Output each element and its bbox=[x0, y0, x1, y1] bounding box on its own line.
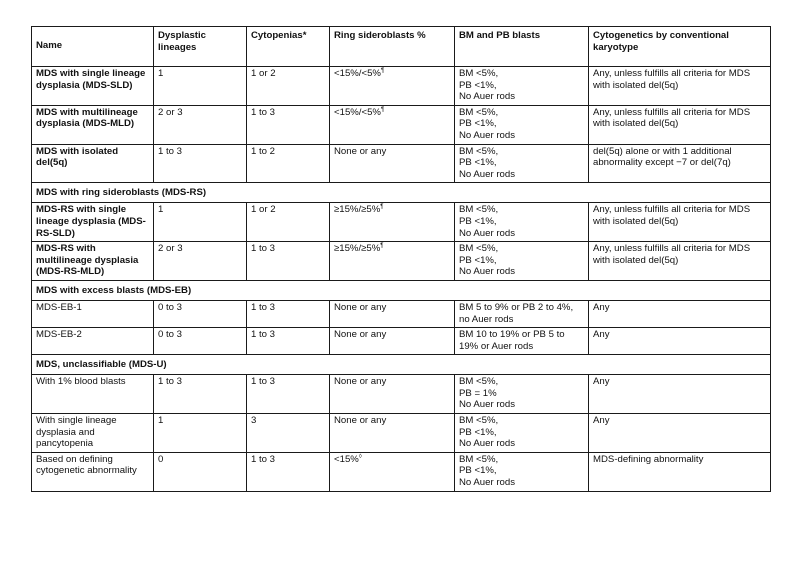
cell-bm-pb-blasts: BM <5%, PB <1%, No Auer rods bbox=[455, 144, 589, 183]
cell-bm-pb-blasts: BM <5%, PB <1%, No Auer rods bbox=[455, 105, 589, 144]
cell-bm-pb-blasts: BM <5%, PB <1%, No Auer rods bbox=[455, 414, 589, 453]
section-row bbox=[32, 183, 771, 203]
cell-name: MDS with single lineage dysplasia (MDS-SLD) bbox=[32, 67, 154, 106]
cell-ring-sideroblasts bbox=[330, 328, 455, 355]
cell-bm-pb-blasts: BM <5%, PB = 1% No Auer rods bbox=[455, 375, 589, 414]
header-bm-pb-blasts: BM and PB blasts bbox=[455, 27, 589, 67]
ring-sideroblasts-value: None or any bbox=[334, 145, 387, 157]
ring-sideroblasts-value: ≥15%/≥5% bbox=[334, 204, 381, 216]
cell-name: With single lineage dysplasia and pancytopenia bbox=[32, 414, 154, 453]
ring-sideroblasts-value: <15% bbox=[334, 453, 359, 465]
cell-dysplastic-lineages: 1 to 3 bbox=[154, 375, 247, 414]
cell-cytogenetics: Any, unless fulfills all criteria for MDS with isolated del(5q) bbox=[589, 242, 771, 281]
cell-ring-sideroblasts bbox=[330, 375, 455, 414]
ring-sideroblasts-value: None or any bbox=[334, 301, 387, 313]
cell-ring-sideroblasts bbox=[330, 67, 455, 106]
cell-cytopenias: 1 to 3 bbox=[247, 105, 330, 144]
cell-bm-pb-blasts: BM <5%, PB <1%, No Auer rods bbox=[455, 203, 589, 242]
cell-dysplastic-lineages: 1 bbox=[154, 203, 247, 242]
cell-bm-pb-blasts: BM 5 to 9% or PB 2 to 4%, no Auer rods bbox=[455, 300, 589, 327]
cell-cytopenias: 1 to 3 bbox=[247, 452, 330, 491]
table-row bbox=[32, 414, 771, 453]
cell-ring-sideroblasts bbox=[330, 414, 455, 453]
cell-dysplastic-lineages: 1 bbox=[154, 67, 247, 106]
cell-name: MDS-EB-1 bbox=[32, 300, 154, 327]
header-name: Name bbox=[32, 27, 154, 67]
cell-cytopenias: 1 to 3 bbox=[247, 375, 330, 414]
header-cytogenetics: Cytogenetics by conventional karyotype bbox=[589, 27, 771, 67]
cell-cytogenetics: Any bbox=[589, 375, 771, 414]
cell-cytopenias: 1 to 3 bbox=[247, 328, 330, 355]
cell-cytogenetics: Any bbox=[589, 300, 771, 327]
cell-dysplastic-lineages: 0 bbox=[154, 452, 247, 491]
cell-bm-pb-blasts: BM <5%, PB <1%, No Auer rods bbox=[455, 67, 589, 106]
header-ring-sideroblasts: Ring sideroblasts % bbox=[330, 27, 455, 67]
cell-cytogenetics: Any bbox=[589, 414, 771, 453]
cell-name: MDS-EB-2 bbox=[32, 328, 154, 355]
cell-cytogenetics: Any, unless fulfills all criteria for MDS with isolated del(5q) bbox=[589, 67, 771, 106]
section-title: MDS with ring sideroblasts (MDS-RS) bbox=[32, 183, 771, 203]
cell-ring-sideroblasts bbox=[330, 300, 455, 327]
cell-cytogenetics: del(5q) alone or with 1 additional abnormality except −7 or del(7q) bbox=[589, 144, 771, 183]
cell-cytopenias: 1 to 3 bbox=[247, 300, 330, 327]
cell-bm-pb-blasts: BM <5%, PB <1%, No Auer rods bbox=[455, 452, 589, 491]
table-row bbox=[32, 375, 771, 414]
cell-dysplastic-lineages: 0 to 3 bbox=[154, 300, 247, 327]
cell-cytogenetics: Any bbox=[589, 328, 771, 355]
section-title: MDS with excess blasts (MDS-EB) bbox=[32, 280, 771, 300]
mds-classification-table bbox=[31, 26, 771, 492]
section-row bbox=[32, 355, 771, 375]
cell-name: MDS-RS with single lineage dysplasia (MDS-RS-SLD) bbox=[32, 203, 154, 242]
table-row bbox=[32, 203, 771, 242]
table-row bbox=[32, 67, 771, 106]
cell-ring-sideroblasts bbox=[330, 105, 455, 144]
cell-name: MDS with isolated del(5q) bbox=[32, 144, 154, 183]
footnote-marker: ¶ bbox=[380, 68, 385, 74]
footnote-marker: ¶ bbox=[380, 204, 384, 211]
cell-bm-pb-blasts: BM 10 to 19% or PB 5 to 19% or Auer rods bbox=[455, 328, 589, 355]
cell-name: MDS with multilineage dysplasia (MDS-MLD) bbox=[32, 105, 154, 144]
cell-name: Based on defining cytogenetic abnormality bbox=[32, 452, 154, 491]
ring-sideroblasts-value: None or any bbox=[334, 415, 387, 427]
ring-sideroblasts-value: ≥15%/≥5% bbox=[334, 243, 381, 255]
table-row bbox=[32, 300, 771, 327]
table-row bbox=[32, 144, 771, 183]
footnote-marker: ◊ bbox=[358, 453, 362, 460]
table-header-row bbox=[32, 27, 771, 67]
cell-name: MDS-RS with multilineage dysplasia (MDS-RS-MLD) bbox=[32, 242, 154, 281]
table-row bbox=[32, 328, 771, 355]
cell-ring-sideroblasts bbox=[330, 452, 455, 491]
cell-cytopenias: 1 to 2 bbox=[247, 144, 330, 183]
cell-ring-sideroblasts bbox=[330, 144, 455, 183]
footnote-marker: ¶ bbox=[380, 106, 385, 113]
cell-bm-pb-blasts: BM <5%, PB <1%, No Auer rods bbox=[455, 242, 589, 281]
cell-dysplastic-lineages: 0 to 3 bbox=[154, 328, 247, 355]
ring-sideroblasts-value: <15%/<5% bbox=[334, 106, 381, 118]
footnote-marker: ¶ bbox=[380, 243, 384, 250]
section-row bbox=[32, 280, 771, 300]
cell-cytopenias: 1 or 2 bbox=[247, 203, 330, 242]
cell-cytogenetics: Any, unless fulfills all criteria for MDS with isolated del(5q) bbox=[589, 105, 771, 144]
cell-cytopenias: 1 or 2 bbox=[247, 67, 330, 106]
cell-ring-sideroblasts bbox=[330, 242, 455, 281]
ring-sideroblasts-value: None or any bbox=[334, 376, 387, 388]
ring-sideroblasts-value: <15%/<5% bbox=[334, 68, 381, 79]
table-row bbox=[32, 452, 771, 491]
cell-cytogenetics: Any, unless fulfills all criteria for MDS with isolated del(5q) bbox=[589, 203, 771, 242]
cell-ring-sideroblasts bbox=[330, 203, 455, 242]
cell-cytopenias: 3 bbox=[247, 414, 330, 453]
cell-dysplastic-lineages: 1 bbox=[154, 414, 247, 453]
cell-name: With 1% blood blasts bbox=[32, 375, 154, 414]
cell-dysplastic-lineages: 2 or 3 bbox=[154, 105, 247, 144]
cell-dysplastic-lineages: 1 to 3 bbox=[154, 144, 247, 183]
section-title: MDS, unclassifiable (MDS-U) bbox=[32, 355, 771, 375]
cell-dysplastic-lineages: 2 or 3 bbox=[154, 242, 247, 281]
cell-cytogenetics: MDS-defining abnormality bbox=[589, 452, 771, 491]
table-row bbox=[32, 105, 771, 144]
header-cytopenias: Cytopenias* bbox=[247, 27, 330, 67]
header-dysplastic-lineages: Dysplastic lineages bbox=[154, 27, 247, 67]
table-row bbox=[32, 242, 771, 281]
cell-cytopenias: 1 to 3 bbox=[247, 242, 330, 281]
ring-sideroblasts-value: None or any bbox=[334, 329, 387, 341]
